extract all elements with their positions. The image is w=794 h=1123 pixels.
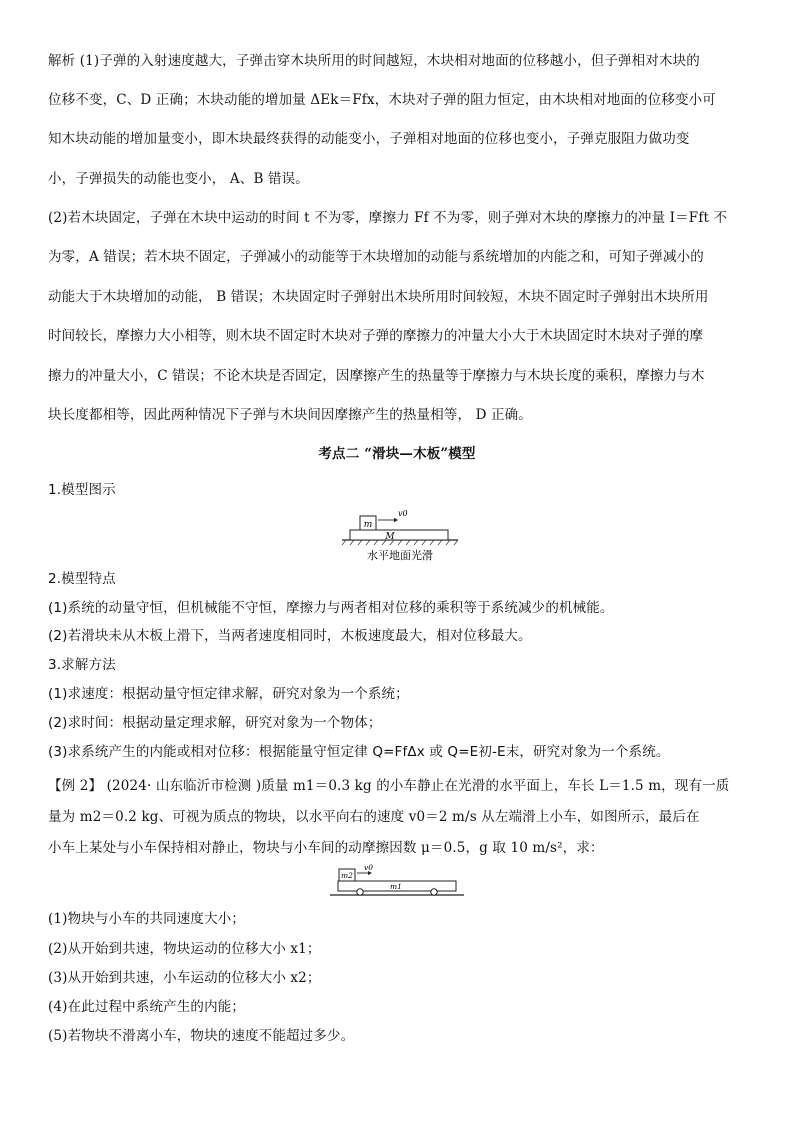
analysis-line: 解析 (1)子弹的入射速度越大，子弹击穿木块所用的时间越短，木块相对地面的位移越小，但子弹相对木块的 bbox=[48, 53, 700, 69]
block-on-board-figure bbox=[340, 505, 460, 565]
analysis-line: 为零，A 错误；若木块不固定，子弹减小的动能等于木块增加的动能与系统增加的内能之和，可知子弹减小的 bbox=[48, 249, 704, 265]
cart-wheel bbox=[357, 889, 363, 895]
features-heading: 2.模型特点 bbox=[48, 571, 116, 587]
board-rect bbox=[350, 530, 448, 540]
question-item: (2)从开始到共速，物块运动的位移大小 x1； bbox=[48, 941, 321, 957]
block-on-cart-diagram bbox=[330, 864, 464, 902]
example-line: 小车上某处与小车保持相对静止，物块与小车间的动摩擦因数 μ＝0.5，g 取 10 m/s²，求： bbox=[48, 840, 604, 856]
velocity-label: v0 bbox=[398, 509, 408, 518]
analysis-line: 位移不变，C、D 正确；木块动能的增加量 ΔEk＝Ffx，木块对子弹的阻力恒定，由木块相对地面的位移变小可 bbox=[48, 92, 716, 108]
method-item: (1)求速度：根据动量守恒定律求解，研究对象为一个系统； bbox=[48, 686, 409, 702]
feature-item: (1)系统的动量守恒，但机械能不守恒，摩擦力与两者相对位移的乘积等于系统减少的机械能。 bbox=[48, 600, 614, 616]
section-title: 考点二 “滑块—木板”模型 bbox=[318, 446, 476, 462]
analysis-line: 小，子弹损失的动能也变小， A、B 错误。 bbox=[48, 171, 309, 187]
feature-item: (2)若滑块未从木板上滑下，当两者速度相同时，木板速度最大，相对位移最大。 bbox=[48, 628, 532, 644]
question-item: (4)在此过程中系统产生的内能； bbox=[48, 999, 246, 1015]
example-line: 【例 2】 (2024· 山东临沂市检测 )质量 m1＝0.3 kg 的小车静止在光滑的水平面上，车长 L＝1.5 m，现有一质 bbox=[48, 778, 730, 794]
velocity-arrowhead bbox=[394, 518, 398, 522]
cart-label: m1 bbox=[390, 882, 402, 891]
question-item: (5)若物块不滑离小车，物块的速度不能超过多少。 bbox=[48, 1028, 355, 1044]
model-figure-heading: 1.模型图示 bbox=[48, 482, 116, 498]
block-label: m bbox=[363, 520, 373, 530]
analysis-line: 知木块动能的增加量变小，即木块最终获得的动能变小，子弹相对地面的位移也变小，子弹克服阻力做功变 bbox=[48, 131, 690, 147]
analysis-line: 块长度都相等，因此两种情况下子弹与木块间因摩擦产生的热量相等， D 正确。 bbox=[48, 407, 532, 423]
velocity-label: v0 bbox=[364, 864, 374, 872]
analysis-line: 动能大于木块增加的动能， B 错误；木块固定时子弹射出木块所用时间较短，木块不固定时子弹射出木块所用 bbox=[48, 289, 709, 305]
figure-caption: 水平地面光滑 bbox=[367, 549, 433, 562]
method-item: (2)求时间：根据动量定理求解，研究对象为一个物体； bbox=[48, 715, 382, 731]
analysis-line: 时间较长，摩擦力大小相等，则木块不固定时木块对子弹的摩擦力的冲量大小大于木块固定时木块对子弹的摩 bbox=[48, 328, 704, 344]
block-label: m2 bbox=[341, 871, 353, 880]
analysis-line: 擦力的冲量大小，C 错误；不论木块是否固定，因摩擦产生的热量等于摩擦力与木块长度的乘积，摩擦力与木 bbox=[48, 368, 705, 384]
question-item: (3)从开始到共速，小车运动的位移大小 x2； bbox=[48, 970, 321, 986]
question-item: (1)物块与小车的共同速度大小； bbox=[48, 911, 246, 927]
board-label: M bbox=[385, 532, 395, 542]
block-on-board-diagram bbox=[340, 505, 460, 565]
ground-hatching bbox=[342, 540, 458, 545]
method-item: (3)求系统产生的内能或相对位移：根据能量守恒定律 Q=FfΔx 或 Q=E初-E末，研究对象为一个系统。 bbox=[48, 744, 670, 760]
analysis-line: (2)若木块固定，子弹在木块中运动的时间 t 不为零，摩擦力 Ff 不为零，则子弹对木块的摩擦力的冲量 I＝Fft 不 bbox=[48, 210, 728, 226]
example-line: 量为 m2＝0.2 kg、可视为质点的物块，以水平向右的速度 v0＝2 m/s 从左端滑上小车，如图所示，最后在 bbox=[48, 809, 700, 825]
methods-heading: 3.求解方法 bbox=[48, 657, 116, 673]
cart-wheel bbox=[431, 889, 437, 895]
block-on-cart-figure bbox=[330, 864, 464, 902]
